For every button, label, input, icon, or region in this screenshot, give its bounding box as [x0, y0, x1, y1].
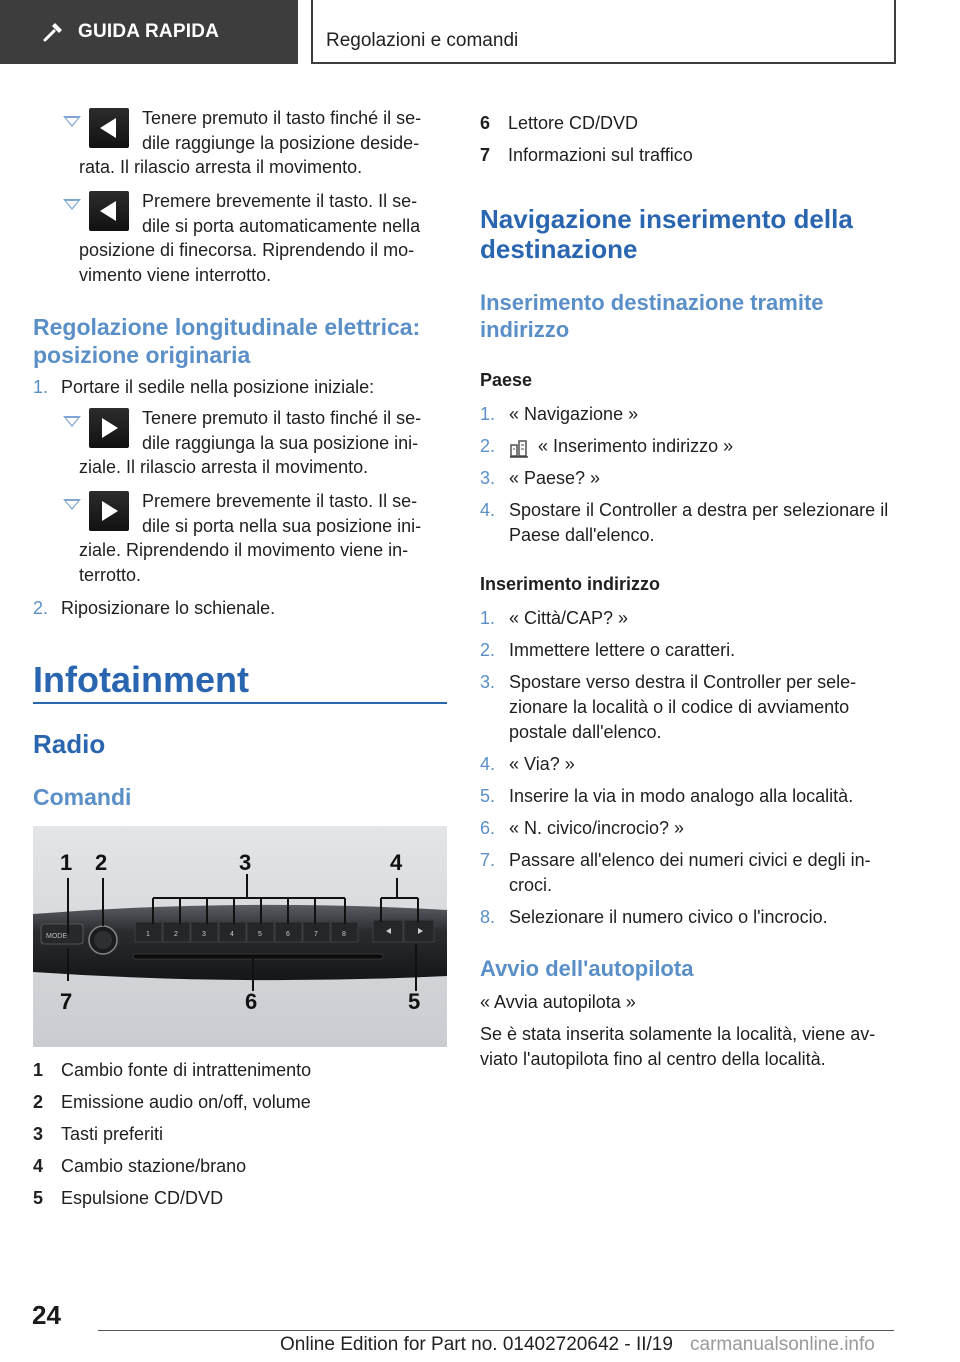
step-number: 1. [480, 608, 496, 628]
preset-key-label: 6 [286, 931, 290, 938]
preset-key-label: 7 [314, 931, 318, 938]
step-text: Selezionare il numero civico o l'incrocio. [509, 907, 828, 927]
callout-label-6: 6 [245, 989, 258, 1014]
section-heading: Regolazione longitudinale elettrica: posizione originaria [33, 314, 421, 368]
step-number: 3. [480, 672, 496, 692]
header-underline [311, 62, 896, 64]
bullet-text: dile si porta nella sua posizione ini‐ [142, 516, 422, 536]
step-text: « Paese? » [509, 468, 601, 488]
step-number: 5. [480, 786, 496, 806]
step-number: 2. [480, 640, 496, 660]
step-text: Riposizionare lo schienale. [61, 598, 276, 618]
preset-key-label: 1 [146, 931, 150, 938]
step-number: 8. [480, 907, 496, 927]
bullet-text: dile raggiunge la posizione deside‐ [142, 133, 420, 153]
bullet-text: Premere brevemente il tasto. Il se‐ [142, 491, 418, 511]
preset-key-label: 8 [342, 931, 346, 938]
bullet-text: ziale. Il rilascio arresta il movimento. [79, 457, 369, 477]
seat-back-button-icon [89, 108, 129, 148]
seat-forward-button-icon [89, 408, 129, 448]
step-text: Immettere lettere o caratteri. [509, 640, 736, 660]
quick-guide-tab[interactable] [0, 0, 298, 64]
preset-key-label: 4 [230, 931, 234, 938]
radio-controls-photo [33, 826, 447, 1047]
step-number: 4. [480, 500, 496, 520]
edition-text: Online Edition for Part no. 01402720642 - II/19 [280, 1334, 673, 1355]
bullet-triangle-icon [63, 116, 81, 127]
callout-label-2: 2 [95, 850, 108, 875]
step-number: 4. [480, 754, 496, 774]
step-number: 1. [480, 404, 496, 424]
callout-label-1: 1 [60, 850, 73, 875]
legend-text: Cambio fonte di intrattenimento [61, 1060, 312, 1080]
step-text: Spostare verso destra il Controller per sele‐ zionare la località o il codice di avviamento postale dall'elenco. [509, 672, 857, 742]
preset-key-label: 2 [174, 931, 178, 938]
step-text: Passare all'elenco dei numeri civici e degli in‐ croci. [509, 850, 871, 895]
bullet-text: Tenere premuto il tasto finché il se‐ [142, 108, 422, 128]
seat-forward-button-icon [89, 491, 129, 531]
legend-number: 5 [33, 1188, 44, 1208]
header-divider [311, 0, 313, 64]
legend-text: Informazioni sul traffico [508, 145, 693, 165]
autopilot-command: « Avvia autopilota » [480, 992, 636, 1012]
chapter-title: Infotainment [33, 659, 249, 700]
legend-text: Espulsione CD/DVD [61, 1188, 224, 1208]
autopilot-heading: Avvio dell'autopilota [480, 956, 694, 981]
page-number: 24 [32, 1300, 61, 1330]
autopilot-text: Se è stata inserita solamente la località, viene av‐ viato l'autopilota fino al centro della località. [480, 1024, 876, 1069]
section-title: Regolazioni e comandi [326, 30, 519, 51]
step-text: « Inserimento indirizzo » [538, 436, 734, 456]
legend-number: 7 [480, 145, 491, 165]
quick-guide-label: GUIDA RAPIDA [78, 21, 220, 42]
paese-label: Paese [480, 370, 533, 390]
legend-number: 3 [33, 1124, 44, 1144]
legend-number: 2 [33, 1092, 44, 1112]
step-number: 6. [480, 818, 496, 838]
legend-number: 4 [33, 1156, 44, 1176]
radio-panel-illustration [33, 826, 447, 1047]
step-text: Inserire la via in modo analogo alla località. [509, 786, 854, 806]
step-text: « Via? » [509, 754, 575, 774]
step-text: « Città/CAP? » [509, 608, 629, 628]
preset-key-label: 3 [202, 931, 206, 938]
address-entry-icon [509, 436, 529, 458]
bullet-text: dile si porta automaticamente nella [142, 216, 421, 236]
bullet-text: dile raggiunga la sua posizione ini‐ [142, 433, 419, 453]
bullet-triangle-icon [63, 499, 81, 510]
step-text: « Navigazione » [509, 404, 639, 424]
step-number: 1. [33, 377, 49, 397]
preset-key-label: 5 [258, 931, 262, 938]
callout-label-3: 3 [239, 850, 252, 875]
callout-label-4: 4 [390, 850, 403, 875]
chapter-rule [33, 702, 447, 704]
legend-number: 6 [480, 113, 491, 133]
step-number: 2. [33, 598, 49, 618]
step-text: « N. civico/incrocio? » [509, 818, 685, 838]
bullet-text: rata. Il rilascio arresta il movimento. [79, 157, 363, 177]
step-text: Portare il sedile nella posizione iniziale: [61, 377, 375, 397]
legend-text: Cambio stazione/brano [61, 1156, 247, 1176]
bullet-text: Tenere premuto il tasto finché il se‐ [142, 408, 422, 428]
key-icon [42, 21, 64, 43]
indirizzo-label: Inserimento indirizzo [480, 574, 661, 594]
bullet-triangle-icon [63, 416, 81, 427]
step-number: 7. [480, 850, 496, 870]
legend-text: Emissione audio on/off, volume [61, 1092, 311, 1112]
comandi-heading: Comandi [33, 784, 132, 810]
radio-heading: Radio [33, 729, 106, 759]
step-number: 2. [480, 436, 496, 456]
callout-label-5: 5 [408, 989, 421, 1014]
seat-back-button-icon [89, 191, 129, 231]
bullet-text: posizione di finecorsa. Riprendendo il mo‐ vimento viene interrotto. [79, 240, 415, 285]
mode-label: MODE [46, 933, 67, 940]
footer-rule [98, 1330, 894, 1331]
legend-text: Lettore CD/DVD [508, 113, 639, 133]
navigation-heading: Navigazione inserimento della destinazione [480, 204, 853, 264]
header-right-border [894, 0, 896, 64]
address-heading: Inserimento destinazione tramite indirizzo [480, 290, 824, 342]
legend-number: 1 [33, 1060, 44, 1080]
bullet-text: ziale. Riprendendo il movimento viene in‐ terrotto. [79, 540, 409, 585]
legend-text: Tasti preferiti [61, 1124, 164, 1144]
bullet-triangle-icon [63, 199, 81, 210]
step-text: Spostare il Controller a destra per selezionare il Paese dall'elenco. [509, 500, 889, 545]
watermark: carmanualsonline.info [690, 1334, 875, 1355]
callout-label-7: 7 [60, 989, 73, 1014]
bullet-text: Premere brevemente il tasto. Il se‐ [142, 191, 418, 211]
step-number: 3. [480, 468, 496, 488]
